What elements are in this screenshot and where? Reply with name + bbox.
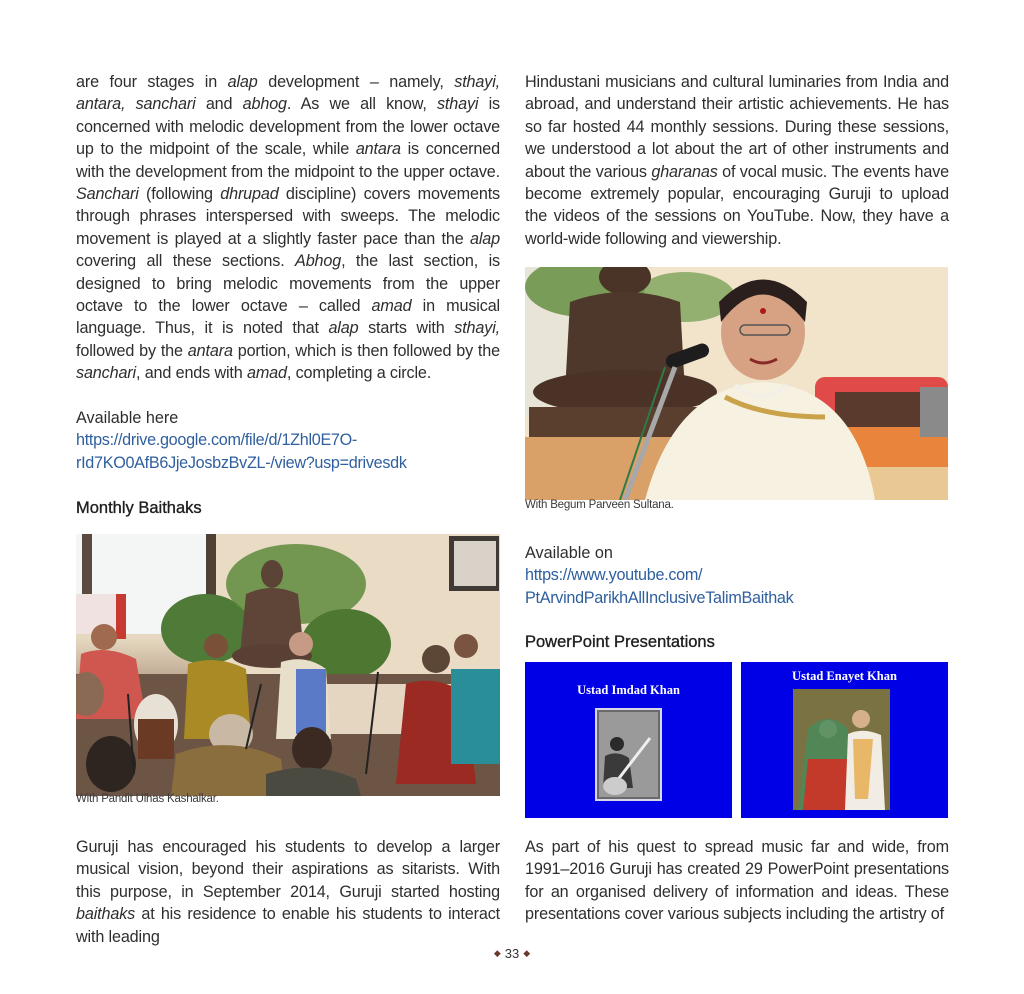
italic-term: dhrupad	[220, 185, 279, 204]
text-run: , completing a circle.	[286, 364, 432, 383]
available-here-label: Available here	[76, 408, 179, 427]
italic-term: sthayi,	[454, 319, 500, 338]
parveen-photo-caption: With Begum Parveen Sultana.	[525, 499, 674, 511]
baithaks-intro-paragraph	[76, 836, 500, 948]
italic-term: alap	[227, 73, 258, 91]
right-column-links	[525, 542, 949, 653]
text-run: development – namely,	[257, 73, 455, 91]
left-column	[76, 71, 500, 519]
italic-term: antara	[355, 140, 401, 159]
left-column-bottom	[76, 836, 500, 948]
baithak-scene-illustration	[76, 534, 500, 796]
italic-term: amad	[371, 297, 412, 316]
slide-title: Ustad Imdad Khan	[577, 683, 680, 697]
right-column-bottom	[525, 836, 949, 926]
youtube-link[interactable]	[525, 564, 949, 609]
slide-title: Ustad Enayet Khan	[792, 669, 897, 683]
text-run: of vocal music. The events have become extremely popular, encouraging Guruji to upload the videos of the sessions on YouTube. Now, they have a world-wide following and viewership.	[525, 162, 949, 248]
baithak-sessions-paragraph	[525, 71, 949, 250]
drive-link[interactable]	[76, 429, 500, 474]
text-run: and	[195, 95, 243, 114]
text-run: are four stages in	[76, 73, 228, 91]
text-run: portion, which is then followed by the	[232, 341, 500, 360]
text-run: in musical language. Thus, it is noted that	[76, 297, 500, 338]
text-run: covering all these sections.	[76, 252, 296, 271]
baithak-session-photo	[76, 534, 500, 796]
text-run: is concerned with melodic development from the lower octave up to the midpoint of the scale, while	[76, 95, 500, 159]
text-run: starts with	[358, 319, 455, 338]
text-run: Hindustani musicians and cultural luminaries from India and abroad, and understand their artistic achievements. He has so far hosted 44 monthly sessions. During these sessions, we understood a lot about the art of other instruments and about the various	[525, 73, 949, 181]
drive-link-line2: rId7KO0AfB6JjeJosbzBvZL-/view?usp=drivesdk	[76, 453, 407, 472]
youtube-link-line1: https://www.youtube.com/	[525, 566, 703, 585]
powerpoint-presentations-heading: PowerPoint Presentations	[525, 633, 715, 652]
alap-stages-paragraph	[76, 71, 500, 385]
italic-term: Abhog	[295, 252, 342, 271]
parveen-sultana-illustration	[525, 267, 948, 500]
powerpoint-intro-paragraph	[525, 836, 949, 926]
italic-term: amad	[246, 364, 287, 383]
page-number-footer	[0, 946, 1024, 961]
parveen-sultana-photo	[525, 267, 948, 500]
italic-term: abhog	[242, 95, 287, 114]
drive-link-line1: https://drive.google.com/file/d/1Zhl0E7O-	[76, 431, 358, 450]
slide-imdad-khan	[525, 662, 732, 818]
italic-term: Sanchari	[76, 185, 139, 204]
ornament-right-icon: ◆	[523, 948, 531, 958]
right-column	[525, 71, 949, 250]
italic-term: alap	[328, 319, 359, 338]
enayet-khan-portrait	[793, 689, 890, 810]
monthly-baithaks-heading: Monthly Baithaks	[76, 498, 202, 517]
italic-term: alap	[469, 229, 500, 248]
baithak-photo-caption: With Pandit Ulhas Kashalkar.	[76, 793, 219, 805]
italic-term: sanchari	[76, 364, 136, 383]
ornament-left-icon: ◆	[493, 948, 501, 958]
text-run: is concerned with the development from the midpoint to the upper octave.	[76, 140, 500, 181]
text-run: Guruji has encouraged his students to develop a larger musical vision, beyond their aspirations as sitarists. With this purpose, in September 2014, Guruji started hosting	[76, 838, 500, 901]
available-on-label: Available on	[525, 544, 613, 562]
text-run: (following	[138, 185, 221, 204]
italic-term: sthayi	[436, 95, 479, 114]
italic-term: sthayi, antara, sanchari	[76, 73, 500, 114]
page-number: 33	[504, 946, 520, 961]
text-run: at his residence to enable his students to interact with leading	[76, 905, 500, 946]
italic-term: gharanas	[651, 162, 718, 181]
italic-term: baithaks	[76, 905, 136, 924]
text-run: discipline) covers movements through phrases interspersed with sweeps. The melodic movement is played at a slightly faster pace than the	[76, 185, 500, 248]
imdad-khan-portrait	[595, 708, 662, 801]
italic-term: antara	[187, 341, 233, 360]
text-run: As part of his quest to spread music far and wide, from 1991–2016 Guruji has created 29 PowerPoint presentations for an organised delivery of information and ideas. These presentations cover various subjects including the artistry of	[525, 838, 949, 924]
text-run: followed by the	[76, 341, 188, 360]
text-run: , the last section, is designed to bring melodic movements from the upper octave to the lower octave – called	[76, 252, 500, 316]
text-run: , and ends with	[136, 364, 247, 383]
text-run: . As we all know,	[286, 95, 437, 114]
youtube-link-line2: PtArvindParikhAllInclusiveTalimBaithak	[525, 588, 794, 607]
slide-enayet-khan	[741, 662, 948, 818]
